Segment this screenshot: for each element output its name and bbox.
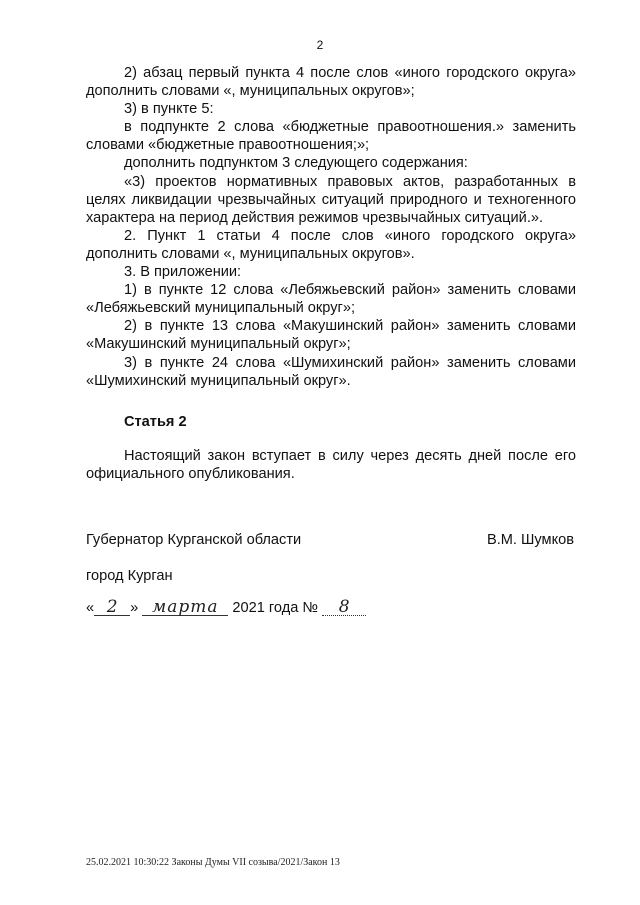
- date-month: марта: [142, 600, 228, 616]
- law-number: 8: [322, 600, 366, 616]
- paragraph: 3) в пункте 24 слова «Шумихинский район» заменить словами «Шумихинский муниципальный округ».: [86, 354, 576, 389]
- paragraph: 2. Пункт 1 статьи 4 после слов «иного городского округа» дополнить словами «, муниципальных округов».: [86, 227, 576, 262]
- paragraph: в подпункте 2 слова «бюджетные правоотношения.» заменить словами «бюджетные правоотношения;»;: [86, 119, 576, 154]
- date-open-quote: «: [86, 600, 95, 616]
- amendments-body: [86, 64, 576, 390]
- paragraph: 3. В приложении:: [124, 264, 242, 281]
- date-close-quote: »: [130, 600, 139, 616]
- signature-block: [86, 532, 574, 548]
- paragraph: 3) в пункте 5:: [124, 101, 214, 118]
- signatory-name: В.М. Шумков: [486, 532, 574, 548]
- date-year: 2021 года №: [232, 600, 319, 616]
- paragraph: 1) в пункте 12 слова «Лебяжьевский район» заменить словами «Лебяжьевский муниципальный округ»;: [86, 282, 576, 317]
- date-day: 2: [94, 600, 130, 616]
- paragraph: «3) проектов нормативных правовых актов, разработанных в целях ликвидации чрезвычайных ситуаций природного и техногенного характера на период действия режимов чрезвычайных ситуаций.».: [86, 173, 576, 226]
- date-line: [86, 597, 366, 617]
- paragraph: дополнить подпунктом 3 следующего содержания:: [124, 155, 468, 172]
- city-label: город Курган: [86, 568, 173, 584]
- article-heading: Статья 2: [124, 414, 187, 430]
- signatory-position: Губернатор Курганской области: [86, 532, 302, 548]
- page-number: 2: [316, 38, 324, 52]
- paragraph: 2) в пункте 13 слова «Макушинский район» заменить словами «Макушинский муниципальный округ»;: [86, 318, 576, 353]
- document-footer: 25.02.2021 10:30:22 Законы Думы VII созыва/2021/Закон 13: [86, 857, 340, 868]
- paragraph: 2) абзац первый пункта 4 после слов «иного городского округа» дополнить словами «, муниципальных округов»;: [86, 65, 576, 100]
- entry-into-force-text: Настоящий закон вступает в силу через десять дней после его официального опубликования.: [86, 448, 576, 483]
